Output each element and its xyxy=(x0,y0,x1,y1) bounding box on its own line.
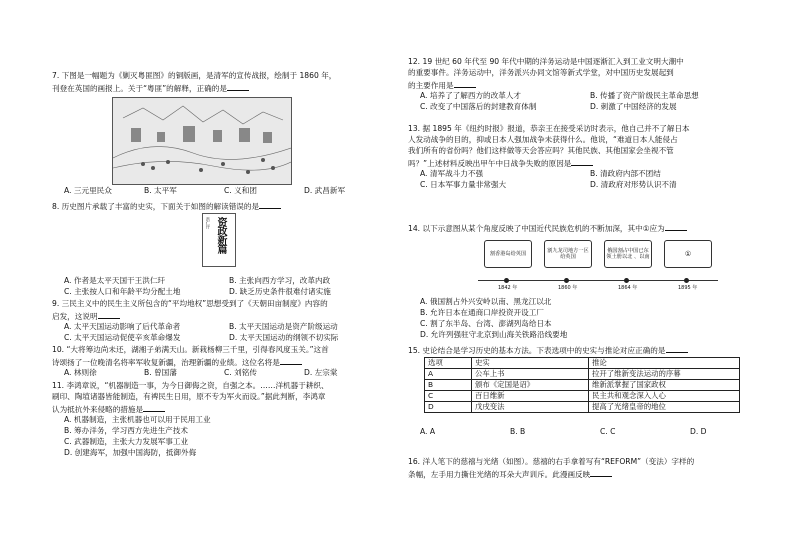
timeline-year: 1895 年 xyxy=(678,285,698,291)
q15-option-b[interactable]: B. B xyxy=(510,427,526,436)
q12-stem-line1: 12. 19 世纪 60 年代至 90 年代中期的洋务运动是中国逐渐汇入到工业文明大潮中 xyxy=(408,57,684,66)
q9-option-b[interactable]: B. 太平天国运动是资产阶级运动 xyxy=(229,322,338,331)
timeline-dot xyxy=(504,278,509,283)
q16-stem-line1: 16. 洋人笔下的慈禧与光绪（如图）。慈禧的右手拿着写有“REFORM”（变法）字样的 xyxy=(408,457,695,466)
q15-history-table xyxy=(424,357,740,413)
book-title: 资政新篇 xyxy=(215,217,226,253)
q10-stem-line2: 诗颂扬了一位晚清名将率军收复新疆，治理新疆的业绩。这位名将是 xyxy=(52,356,302,368)
timeline-box-2: 割九龙司地方一区给英国 xyxy=(544,240,592,268)
q12-option-d[interactable]: D. 刺激了中国经济的发展 xyxy=(590,102,677,111)
timeline-dot xyxy=(684,278,689,283)
q13-stem-line3: 我们所有的省份吗？他们这样做等天会答应吗？其他民族、其他国家会坐视不管 xyxy=(408,146,674,155)
table-header-cell: 推论 xyxy=(589,358,740,369)
q13-option-c[interactable]: C. 日本军事力量非常强大 xyxy=(420,180,507,189)
q11-stem-line2: 刷印、陶埴诸器皆能制造，有裨民生日用，原不专为军火而设。”据此判断，李鸿章 xyxy=(52,392,326,401)
q7-option-c[interactable]: C. 义和团 xyxy=(224,186,257,195)
table-header-cell: 选项 xyxy=(425,358,472,369)
q14-option-a[interactable]: A. 俄国割占外兴安岭以南、黑龙江以北 xyxy=(420,297,552,306)
q9-stem-line1: 9. 三民主义中的民生主义所包含的“平均地权”思想受到了《天朝田亩制度》内容的 xyxy=(52,299,328,308)
q7-option-b[interactable]: B. 太平军 xyxy=(144,186,177,195)
timeline-year: 1842 年 xyxy=(498,285,518,291)
answer-blank[interactable] xyxy=(280,356,302,365)
answer-blank[interactable] xyxy=(590,468,612,477)
q11-stem-line1: 11. 李鸿章说，“机器制造一事，为今日御侮之资，自强之本。……洋机器于耕织、 xyxy=(52,381,329,390)
q10-option-b[interactable]: B. 曾国藩 xyxy=(144,368,177,377)
q11-stem-line3: 认为抵抗外来侵略的措施是 xyxy=(52,403,165,415)
timeline-year: 1860 年 xyxy=(558,285,578,291)
q13-option-a[interactable]: A. 清军战斗力不强 xyxy=(420,169,484,178)
answer-blank[interactable] xyxy=(143,403,165,412)
q12-option-b[interactable]: B. 传播了资产阶级民主革命思想 xyxy=(590,91,699,100)
timeline-box-3: 俄国割占中国已东领土册以北 、以南 xyxy=(604,240,652,268)
table-row xyxy=(425,402,740,413)
q11-option-c[interactable]: C. 武器制造，主张大力发展军事工业 xyxy=(64,437,189,446)
q9-option-a[interactable]: A. 太平天国运动影响了后代革命者 xyxy=(64,322,181,331)
q13-stem-line1: 13. 据 1895 年《纽约时报》报道，恭亲王在接受采访时表示，他自己并不了解日本 xyxy=(408,124,690,133)
q7-stem-line2: 刊登在英国的画报上。关于“粤匪”的解释，正确的是 xyxy=(52,82,249,94)
table-row xyxy=(425,391,740,402)
q14-option-c[interactable]: C. 割了东半岛、台湾、澎湖列岛给日本 xyxy=(420,319,552,328)
q7-option-d[interactable]: D. 武昌新军 xyxy=(304,186,346,195)
timeline-year: 1864 年 xyxy=(618,285,638,291)
timeline-dot xyxy=(624,278,629,283)
timeline-axis xyxy=(478,280,718,281)
q13-stem-line4: 吗？”上述材料反映出甲午中日战争失败的原因是 xyxy=(408,157,593,169)
q11-option-d[interactable]: D. 创建海军，加强中国海防，抵御外侮 xyxy=(64,448,197,457)
answer-blank[interactable] xyxy=(454,79,476,88)
q7-stem-line1: 7. 下图是一幅题为《剿灭粤匪图》的铜版画，是清军的宣传战报，绘制于 1860 年， xyxy=(52,71,337,80)
table-cell: C xyxy=(425,391,472,402)
table-header-cell: 史实 xyxy=(472,358,589,369)
q8-option-d[interactable]: D. 缺乏历史条件很难付诸实施 xyxy=(229,287,331,296)
table-cell: 民主共和观念深入人心 xyxy=(589,391,740,402)
answer-blank[interactable] xyxy=(227,82,249,91)
q9-option-d[interactable]: D. 太平天国运动的纲领不切实际 xyxy=(229,333,339,342)
q7-option-a[interactable]: A. 三元里民众 xyxy=(64,186,112,195)
table-cell: 百日维新 xyxy=(472,391,589,402)
q14-stem-line1: 14. 以下示意图从某个角度反映了中国近代民族危机的不断加深，其中①应为 xyxy=(408,222,687,234)
q9-option-c[interactable]: C. 太平天国运动促使辛亥革命爆发 xyxy=(64,333,181,342)
table-cell: A xyxy=(425,369,472,380)
q9-stem-line2: 启发，这说明 xyxy=(52,310,120,322)
q10-stem-line1: 10. “大将筹边尚未还，湖湘子弟满天山。新栽杨柳三千里，引得春风度玉关。”这首 xyxy=(52,345,329,354)
q8-book-cover-image xyxy=(202,213,236,267)
q12-stem-line3: 的主要作用是 xyxy=(408,79,476,91)
answer-blank[interactable] xyxy=(665,222,687,231)
q15-stem-line1: 15. 史论结合是学习历史的基本方法。下表选项中的史实与推论对应正确的是 xyxy=(408,344,688,356)
table-cell: 戊戌变法 xyxy=(472,402,589,413)
q13-option-d[interactable]: D. 清政府对形势认识不清 xyxy=(590,180,677,189)
q14-option-b[interactable]: B. 允许日本在通商口岸投资开设工厂 xyxy=(420,308,544,317)
q11-option-a[interactable]: A. 机器制造，主张机器也可以用于民用工业 xyxy=(64,415,211,424)
table-cell: B xyxy=(425,380,472,391)
table-row xyxy=(425,369,740,380)
table-cell: 维新派掌握了国家政权 xyxy=(589,380,740,391)
timeline-dot xyxy=(564,278,569,283)
q12-option-a[interactable]: A. 培养了了解西方的改革人才 xyxy=(420,91,522,100)
q11-option-b[interactable]: B. 筹办洋务，学习西方先进生产技术 xyxy=(64,426,188,435)
q12-option-c[interactable]: C. 改变了中国落后的封建教育体制 xyxy=(420,102,537,111)
q15-option-c[interactable]: C. C xyxy=(600,427,616,436)
q14-option-d[interactable]: D. 允许列强驻守北京到山海关铁路沿线要地 xyxy=(420,330,568,339)
engraving-illustration xyxy=(113,98,291,184)
answer-blank[interactable] xyxy=(571,157,593,166)
q13-option-b[interactable]: B. 清政府内部不团结 xyxy=(590,169,661,178)
table-cell: 提高了光绪皇帝的地位 xyxy=(589,402,740,413)
answer-blank[interactable] xyxy=(666,344,688,353)
q8-stem-line1: 8. 历史图片承载了丰富的史实，下面关于如图的解读错误的是 xyxy=(52,200,281,212)
table-header-row xyxy=(425,358,740,369)
answer-blank[interactable] xyxy=(259,200,281,209)
q8-option-c[interactable]: C. 主张按人口和年龄平均分配土地 xyxy=(64,287,181,296)
q8-option-a[interactable]: A. 作者是太平天国干王洪仁玕 xyxy=(64,276,166,285)
q15-option-d[interactable]: D. D xyxy=(690,427,707,436)
timeline-box-4: ① xyxy=(664,240,712,268)
book-side-text: 洪仁玕 xyxy=(206,217,211,229)
table-cell: D xyxy=(425,402,472,413)
table-cell: 公车上书 xyxy=(472,369,589,380)
table-cell: 拉开了维新变法运动的序幕 xyxy=(589,369,740,380)
q13-stem-line2: 人发动战争的目的，抑或日本人强加战争未获得什么。他说，“难道日本人能侵占 xyxy=(408,135,678,144)
q10-option-d[interactable]: D. 左宗棠 xyxy=(304,368,338,377)
table-row xyxy=(425,380,740,391)
answer-blank[interactable] xyxy=(98,310,120,319)
q15-option-a[interactable]: A. A xyxy=(420,427,436,436)
q10-option-c[interactable]: C. 刘铭传 xyxy=(224,368,257,377)
q7-engraving-image xyxy=(112,97,292,185)
q16-stem-line2: 条幅，左手用力撕住光绪的耳朵大声训斥。此漫画反映 xyxy=(408,468,612,480)
q12-stem-line2: 的重要事件。洋务运动中，洋务派兴办同文馆等新式学堂，对中国历史发展起到 xyxy=(408,68,674,77)
q10-option-a[interactable]: A. 林则徐 xyxy=(64,368,97,377)
q14-timeline-diagram xyxy=(472,234,732,292)
timeline-box-1: 割香港岛给英国 xyxy=(484,240,532,268)
q8-option-b[interactable]: B. 主张向西方学习，改革内政 xyxy=(229,276,331,285)
table-cell: 颁布《定国是诏》 xyxy=(472,380,589,391)
